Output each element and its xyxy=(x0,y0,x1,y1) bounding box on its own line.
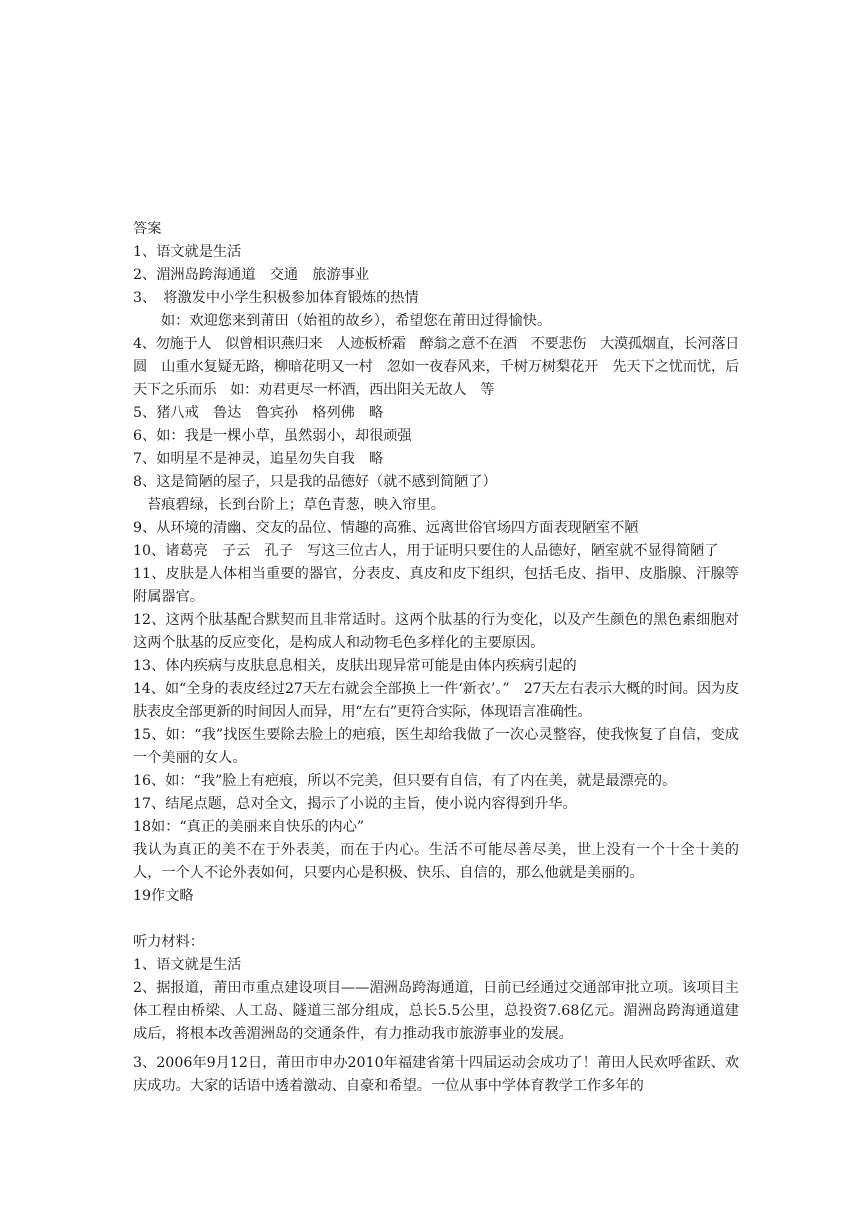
document-body xyxy=(133,218,739,1098)
section-gap xyxy=(133,908,739,931)
answers-heading: 答案 xyxy=(133,221,162,237)
answer-item: 14、如“全身的表皮经过27天左右就会全部换上一件‘新衣’。” 27天左右表示大概的时间。因为皮肤表皮全部更新的时间因人而异，用“左右”更符合实际，体现语言准确性。 xyxy=(133,681,739,720)
answer-item: 6、如：我是一棵小草，虽然弱小，却很顽强 xyxy=(133,428,412,444)
answer-item: 16、如：“我”脸上有疤痕，所以不完美，但只要有自信，有了内在美，就是最漂亮的。 xyxy=(133,773,677,789)
listening-item: 2、据报道，莆田市重点建设项目——湄洲岛跨海通道，日前已经通过交通部审批立项。该项目主体工程由桥梁、人工岛、隧道三部分组成，总长5.5公里，总投资7.68亿元。湄洲岛跨海通道建成后，将根本改善湄洲岛的交通条件，有力推动我市旅游事业的发展。 xyxy=(133,980,739,1042)
answer-item: 9、从环境的清幽、交友的品位、情趣的高雅、远离世俗官场四方面表现陋室不陋 xyxy=(133,520,639,536)
answer-item: 4、勿施于人 似曾相识燕归来 人迹板桥霜 醉翁之意不在酒 不要悲伤 大漠孤烟直，长河落日圆 山重水复疑无路，柳暗花明又一村 忽如一夜春风来，千树万树梨花开 先天下之忧而忧，后天下之乐而乐 如：劝君更尽一杯酒，西出阳关无故人 等 xyxy=(133,336,739,398)
listening-item: 3、2006年9月12日，莆田市申办2010年福建省第十四届运动会成功了！莆田人民欢呼雀跃、欢庆成功。大家的话语中透着激动、自豪和希望。一位从事中学体育教学工作多年的 xyxy=(133,1055,739,1094)
answer-item: 11、皮肤是人体相当重要的器官，分表皮、真皮和皮下组织，包括毛皮、指甲、皮脂腺、汗腺等附属器官。 xyxy=(133,566,739,605)
listening-item: 1、语文就是生活 xyxy=(133,957,242,973)
answer-item: 1、语文就是生活 xyxy=(133,244,242,260)
answer-item: 7、如明星不是神灵，追星勿失自我 略 xyxy=(133,451,384,467)
answer-item: 苔痕碧绿，长到台阶上；草色青葱，映入帘里。 xyxy=(147,497,445,513)
answer-item: 我认为真正的美不在于外表美，而在于内心。生活不可能尽善尽美，世上没有一个十全十美的人，一个人不论外表如何，只要内心是积极、快乐、自信的，那么他就是美丽的。 xyxy=(133,842,739,881)
answer-item: 8、这是简陋的屋子，只是我的品德好（就不感到简陋了） xyxy=(133,474,497,490)
answer-item: 15、如：“我”找医生要除去脸上的疤痕，医生却给我做了一次心灵整容，使我恢复了自信，变成一个美丽的女人。 xyxy=(133,727,739,766)
listening-heading: 听力材料： xyxy=(133,934,204,950)
answer-item: 2、湄洲岛跨海通道 交通 旅游事业 xyxy=(133,267,370,283)
answer-item: 12、这两个肽基配合默契而且非常适时。这两个肽基的行为变化，以及产生颜色的黑色素细胞对这两个肽基的反应变化，是构成人和动物毛色多样化的主要原因。 xyxy=(133,612,739,651)
answer-item: 18如：“真正的美丽来自快乐的内心” xyxy=(133,819,365,835)
answer-item: 17、结尾点题，总对全文，揭示了小说的主旨，使小说内容得到升华。 xyxy=(133,796,577,812)
answer-item: 13、体内疾病与皮肤息息相关，皮肤出现异常可能是由体内疾病引起的 xyxy=(133,658,577,674)
answer-item: 如：欢迎您来到莆田（始祖的故乡），希望您在莆田过得愉快。 xyxy=(161,313,552,329)
answer-item: 3、 将激发中小学生积极参加体育锻炼的热情 xyxy=(133,290,419,306)
answer-item: 5、猪八戒 鲁达 鲁宾孙 格列佛 略 xyxy=(133,405,384,421)
answer-item: 19作文略 xyxy=(133,888,194,904)
answer-item: 10、诸葛亮 子云 孔子 写这三位古人，用于证明只要住的人品德好，陋室就不显得简陋了 xyxy=(133,543,719,559)
